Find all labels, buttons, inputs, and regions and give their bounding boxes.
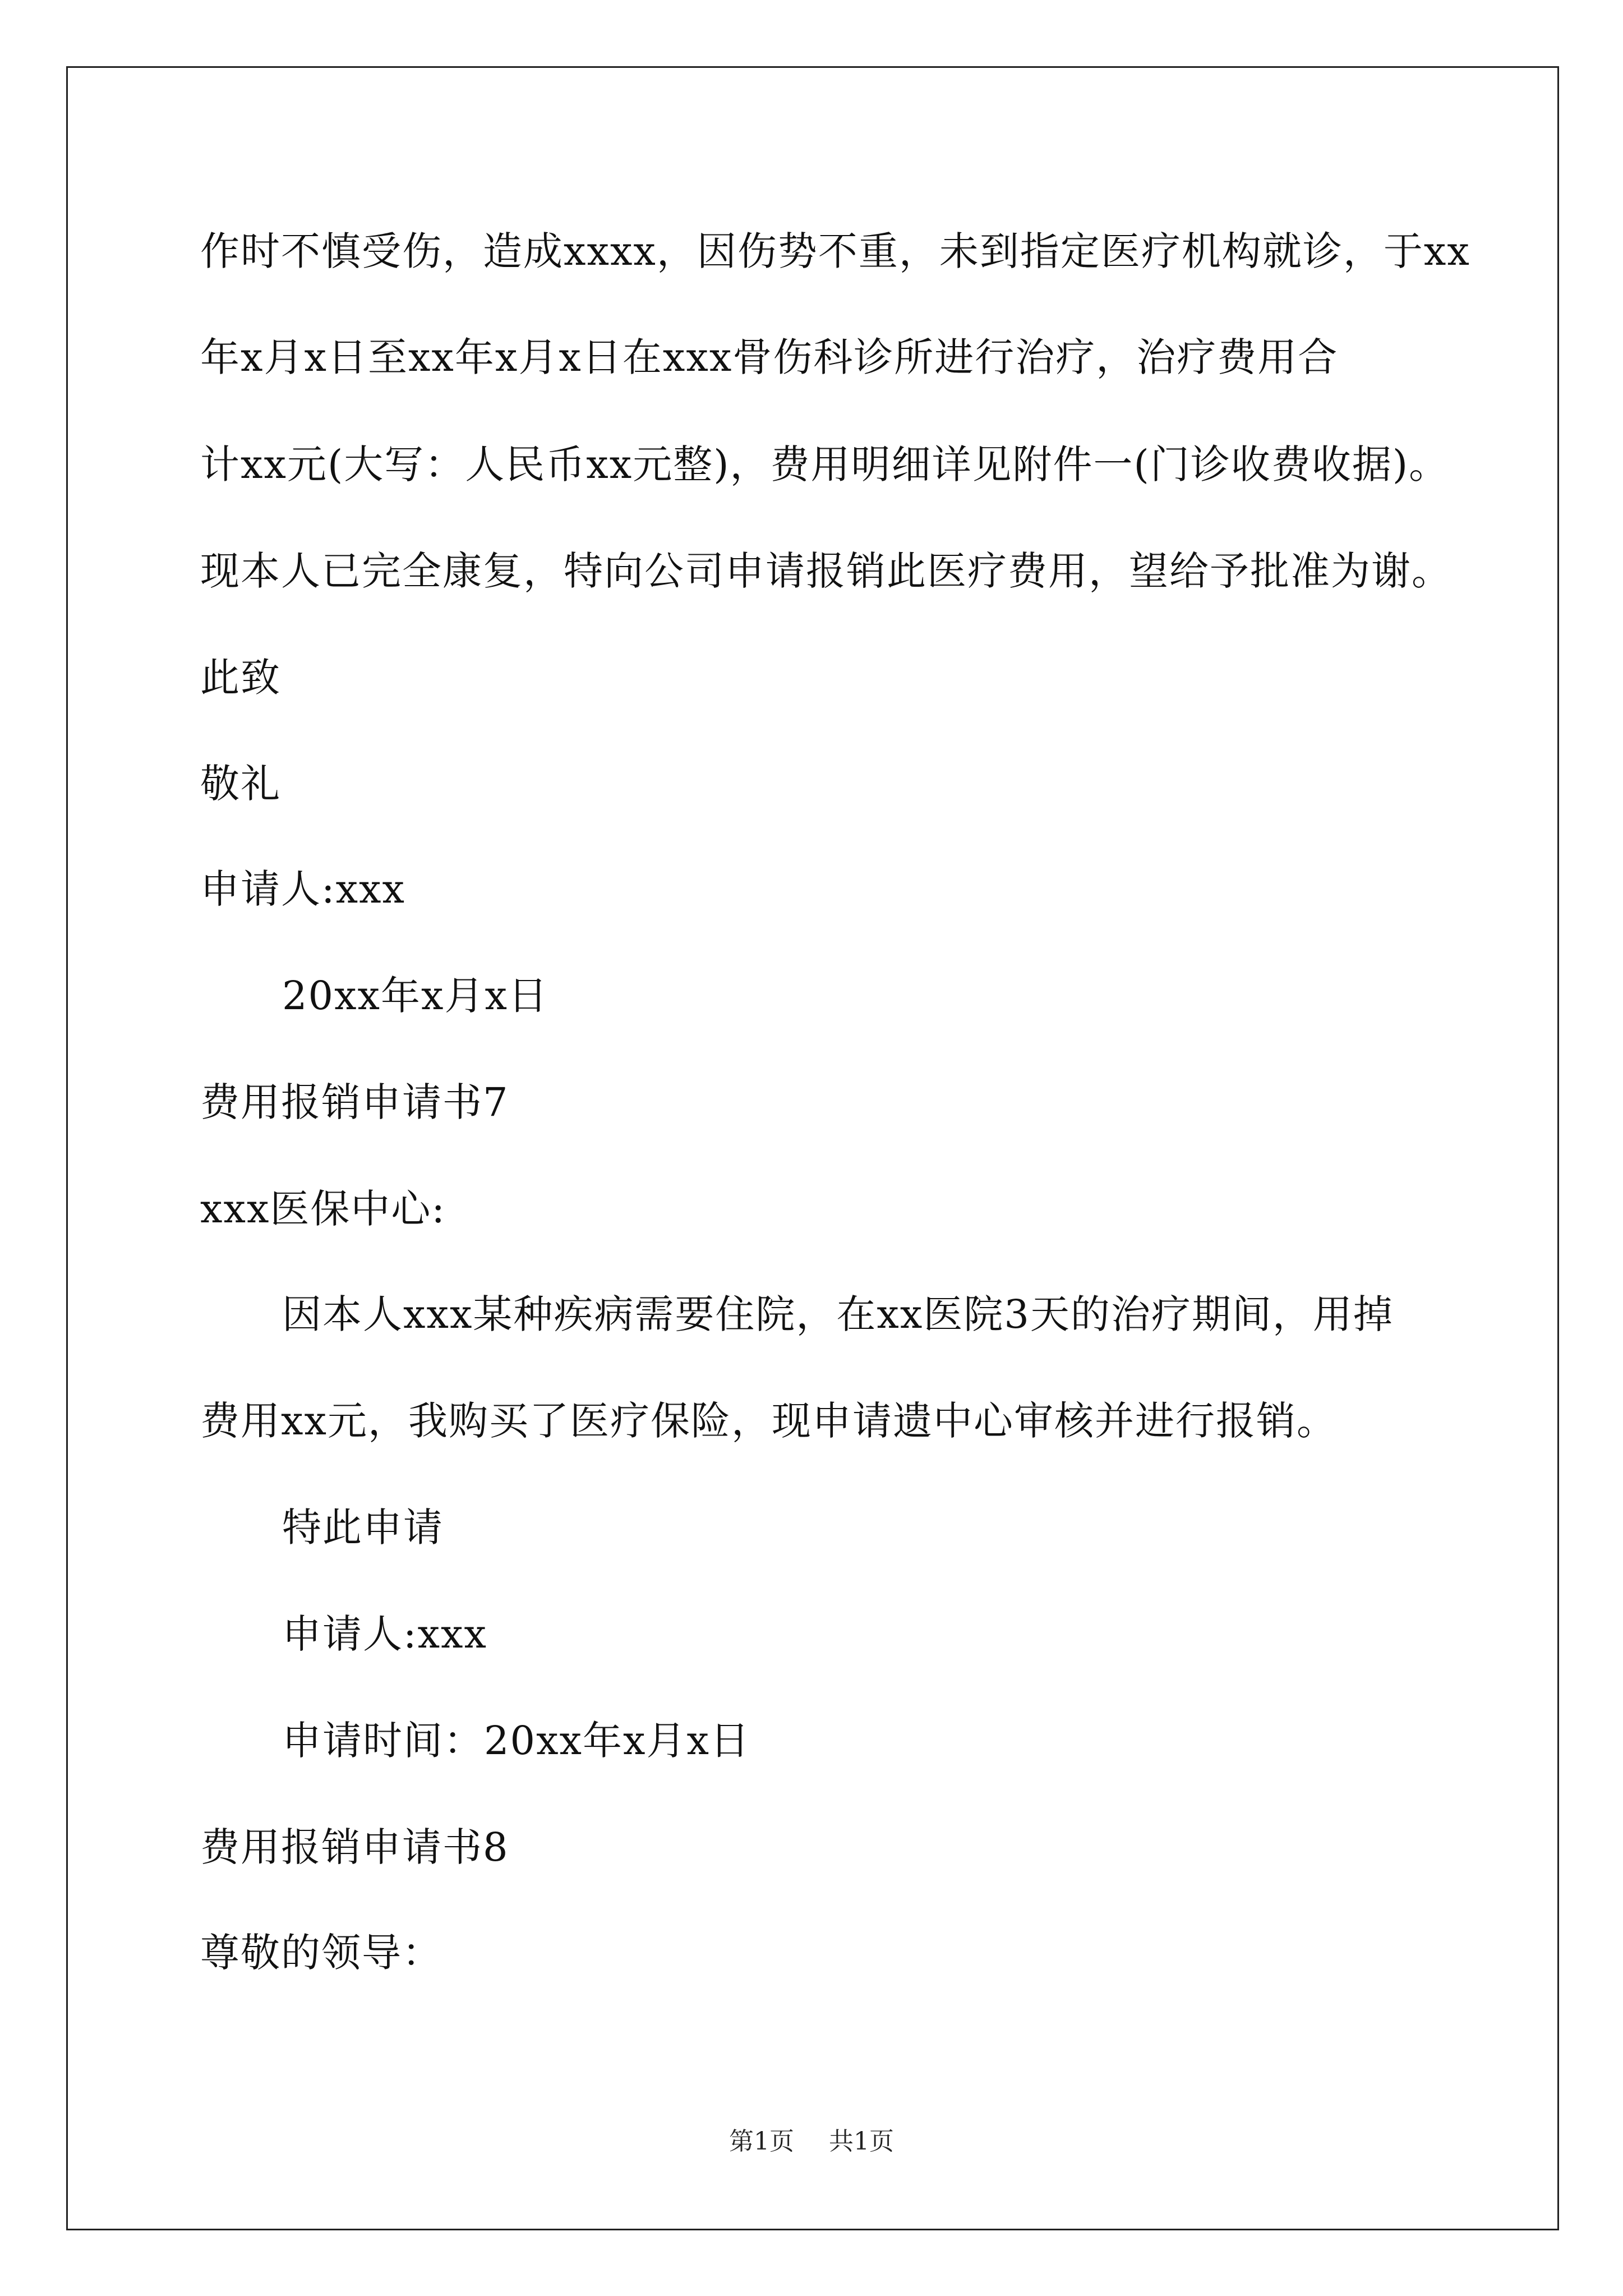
page-number-total: 共1页: [829, 2127, 894, 2156]
applicant-line: 申请人:xxx: [200, 866, 406, 912]
closing-request: 特此申请: [282, 1504, 444, 1550]
applicant-line: 申请人:xxx: [282, 1611, 488, 1657]
page-frame: [66, 66, 1559, 2230]
recipient-line: xxx医保中心:: [200, 1186, 446, 1232]
closing-salutation: 此致: [200, 655, 281, 701]
closing-regards: 敬礼: [200, 761, 281, 807]
body-line: 年x月x日至xx年x月x日在xxx骨伤科诊所进行治疗，治疗费用合: [200, 334, 1339, 380]
section-heading: 费用报销申请书8: [200, 1824, 509, 1870]
page-footer: [0, 2126, 1623, 2157]
recipient-line: 尊敬的领导：: [200, 1930, 442, 1976]
body-line: 现本人已完全康复，特向公司申请报销此医疗费用，望给予批准为谢。: [200, 548, 1452, 594]
date-line: 20xx年x月x日: [282, 973, 548, 1019]
body-line: 费用xx元，我购买了医疗保险，现申请遗中心审核并进行报销。: [200, 1398, 1337, 1444]
page-number-current: 第1页: [729, 2127, 794, 2156]
body-line: 因本人xxx某种疾病需要住院，在xx医院3天的治疗期间，用掉: [282, 1291, 1394, 1337]
section-heading: 费用报销申请书7: [200, 1079, 509, 1125]
date-line: 申请时间：20xx年x月x日: [282, 1718, 750, 1764]
body-line: 作时不慎受伤，造成xxxx，因伤势不重，未到指定医疗机构就诊，于xx: [200, 228, 1470, 274]
body-line: 计xx元(大写：人民币xx元整)，费用明细详见附件一(门诊收费收据)。: [200, 441, 1450, 487]
